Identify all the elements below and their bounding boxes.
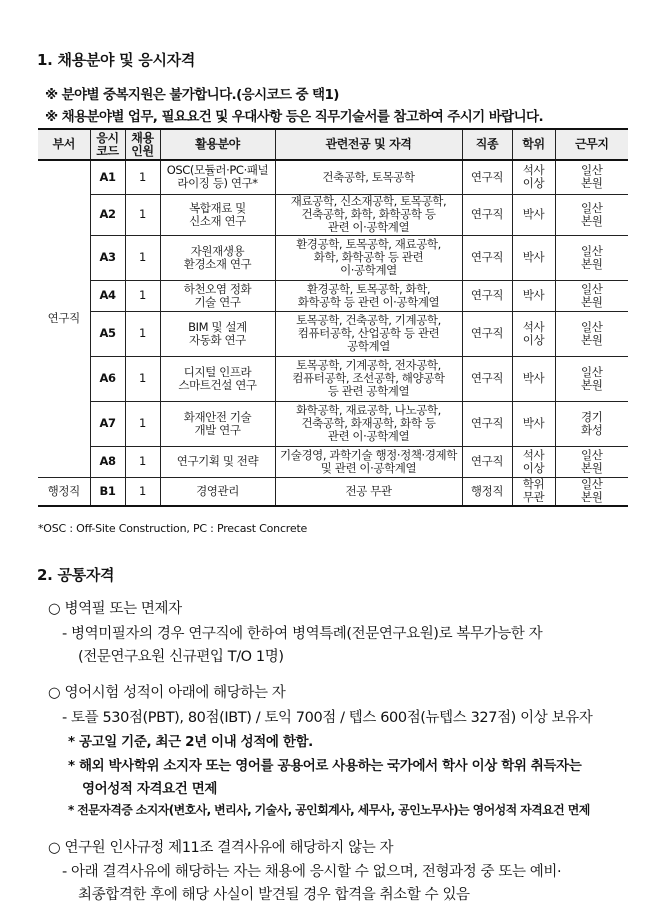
table-row <box>38 477 628 506</box>
degree-cell-line: 석사 <box>522 319 545 334</box>
major-cell-line: 관련 이·공학계열 <box>327 429 410 443</box>
location-cell <box>555 401 628 446</box>
degree-cell <box>512 160 555 194</box>
location-cell <box>555 194 628 235</box>
table-row <box>38 356 628 401</box>
major-cell <box>275 311 462 356</box>
location-cell-line: 본원 <box>581 176 603 191</box>
code-cell: A7 <box>90 401 125 446</box>
code-cell: A4 <box>90 280 125 311</box>
degree-cell: 박사 <box>512 356 555 401</box>
table-row <box>38 446 628 477</box>
major-cell-line: 관련 이·공학계열 <box>327 220 410 234</box>
location-cell-line: 본원 <box>581 490 603 505</box>
degree-cell <box>512 311 555 356</box>
location-cell-line: 일산 <box>581 243 603 258</box>
table-row <box>38 194 628 235</box>
major-cell <box>275 356 462 401</box>
major-cell-line: 환경공학, 토목공학, 재료공학, <box>296 237 441 251</box>
major-cell <box>275 401 462 446</box>
type-cell: 연구직 <box>462 401 512 446</box>
recruitment-table <box>38 128 628 507</box>
field-cell: 경영관리 <box>160 477 275 506</box>
location-cell-line: 일산 <box>581 447 603 462</box>
qualification-note: * 해외 박사학위 소지자 또는 영어를 공용어로 사용하는 국가에서 학사 이상 학위 취득자는 <box>68 758 582 774</box>
field-cell-line: 디지털 인프라 <box>183 364 252 379</box>
degree-cell-line: 무관 <box>522 490 545 505</box>
count-cell: 1 <box>125 160 160 194</box>
major-cell-line: 재료공학, 신소재공학, 토목공학, <box>290 194 447 208</box>
location-cell-line: 일산 <box>581 281 603 296</box>
table-header-row <box>38 129 628 160</box>
count-cell: 1 <box>125 477 160 506</box>
field-cell <box>160 311 275 356</box>
dept-cell: 행정직 <box>38 477 90 506</box>
location-cell-line: 화성 <box>581 422 603 437</box>
location-cell-line: 본원 <box>581 294 603 309</box>
major-cell-line: 화학, 화학공학 등 관련 <box>313 250 424 264</box>
degree-cell-line: 이상 <box>522 460 545 475</box>
location-cell-line: 일산 <box>581 319 603 334</box>
header-location: 근무지 <box>555 129 628 160</box>
table-row <box>38 160 628 194</box>
field-cell <box>160 235 275 280</box>
qualification-item: ○ 연구원 인사규정 제11조 결격사유에 해당하지 않는 자 <box>48 840 394 856</box>
type-cell: 연구직 <box>462 311 512 356</box>
note-2: ※ 채용분야별 업무, 필요요건 및 우대사항 등은 직무기술서를 참고하여 주시기 바랍니다. <box>45 109 544 125</box>
major-cell <box>275 280 462 311</box>
field-cell-line: 개발 연구 <box>194 422 241 437</box>
field-cell-line: 하천오염 정화 <box>183 281 252 296</box>
field-cell-line: BIM 및 설계 <box>188 319 247 334</box>
degree-cell-line: 이상 <box>522 176 545 191</box>
major-cell-line: 토목공학, 기계공학, 전자공학, <box>296 358 441 372</box>
qualification-detail: - 병역미필자의 경우 연구직에 한하여 병역특례(전문연구요원)로 복무가능한 자 <box>62 626 543 642</box>
major-cell-line: 기술경영, 과학기술 행정·정책·경제학 <box>280 447 457 462</box>
code-cell: A6 <box>90 356 125 401</box>
location-cell <box>555 280 628 311</box>
code-cell: A8 <box>90 446 125 477</box>
qualification-item: ○ 영어시험 성적이 아래에 해당하는 자 <box>48 685 286 701</box>
degree-cell-line: 석사 <box>522 447 545 462</box>
major-cell <box>275 194 462 235</box>
location-cell-line: 일산 <box>581 364 603 379</box>
table-row <box>38 311 628 356</box>
field-cell-line: 환경소재 연구 <box>183 256 252 271</box>
field-cell-line: 복합재료 및 <box>189 200 246 215</box>
major-cell <box>275 446 462 477</box>
field-cell <box>160 194 275 235</box>
degree-cell: 박사 <box>512 194 555 235</box>
field-cell-line: 자동화 연구 <box>189 332 246 347</box>
location-cell-line: 본원 <box>581 256 603 271</box>
degree-cell-line: 석사 <box>522 163 545 178</box>
type-cell: 연구직 <box>462 194 512 235</box>
degree-cell-line: 이상 <box>522 332 545 347</box>
header-degree: 학위 <box>512 129 555 160</box>
table-row <box>38 401 628 446</box>
location-cell <box>555 235 628 280</box>
type-cell: 연구직 <box>462 235 512 280</box>
field-cell-line: 신소재 연구 <box>189 213 246 228</box>
header-field: 활용분야 <box>160 129 275 160</box>
table-row <box>38 280 628 311</box>
section-2-title: 2. 공통자격 <box>37 566 115 584</box>
header-code: 응시 코드 <box>90 129 125 160</box>
header-dept: 부서 <box>38 129 90 160</box>
location-cell-line: 본원 <box>581 377 603 392</box>
type-cell: 행정직 <box>462 477 512 506</box>
field-cell <box>160 280 275 311</box>
code-cell: A1 <box>90 160 125 194</box>
table-footnote: *OSC : Off-Site Construction, PC : Precast Concrete <box>38 522 308 535</box>
location-cell <box>555 446 628 477</box>
major-cell-line: 화학공학 등 관련 이·공학계열 <box>297 294 440 309</box>
major-cell-line: 건축공학, 화학, 화학공학 등 <box>301 207 436 221</box>
count-cell: 1 <box>125 446 160 477</box>
major-cell-line: 토목공학, 건축공학, 기계공학, <box>296 313 441 327</box>
degree-cell-line: 학위 <box>522 477 545 492</box>
degree-cell: 박사 <box>512 401 555 446</box>
location-cell-line: 본원 <box>581 213 603 228</box>
note-1: ※ 분야별 중복지원은 불가합니다.(응시코드 중 택1) <box>45 87 339 103</box>
location-cell-line: 경기 <box>581 409 603 424</box>
dept-cell: 연구직 <box>38 160 90 477</box>
field-cell-line: 자원재생용 <box>190 243 245 258</box>
count-cell: 1 <box>125 401 160 446</box>
location-cell-line: 일산 <box>581 163 603 178</box>
major-cell-line: 공학계열 <box>347 339 390 353</box>
count-cell: 1 <box>125 235 160 280</box>
code-cell: A5 <box>90 311 125 356</box>
location-cell-line: 일산 <box>581 200 603 215</box>
qualification-detail: 최종합격한 후에 해당 사실이 발견될 경우 합격을 취소할 수 있음 <box>78 887 470 903</box>
major-cell-line: 환경공학, 토목공학, 화학, <box>306 281 431 296</box>
qualification-note: 영어성적 자격요건 면제 <box>82 781 218 797</box>
qualification-note: * 공고일 기준, 최근 2년 이내 성적에 한함. <box>68 734 313 750</box>
qualification-detail: (전문연구요원 신규편입 T/O 1명) <box>78 649 284 665</box>
degree-cell <box>512 446 555 477</box>
major-cell-line: 이·공학계열 <box>340 263 397 277</box>
table-row <box>38 235 628 280</box>
type-cell: 연구직 <box>462 280 512 311</box>
header-count: 채용 인원 <box>125 129 160 160</box>
count-cell: 1 <box>125 194 160 235</box>
major-cell: 전공 무관 <box>275 477 462 506</box>
code-cell: B1 <box>90 477 125 506</box>
qualification-detail: - 토플 530점(PBT), 80점(IBT) / 토익 700점 / 텝스 600점(뉴텝스 327점) 이상 보유자 <box>62 710 593 726</box>
type-cell: 연구직 <box>462 356 512 401</box>
location-cell <box>555 311 628 356</box>
field-cell: OSC(모듈러·PC·패널라이징 등) 연구* <box>160 160 275 194</box>
location-cell <box>555 160 628 194</box>
type-cell: 연구직 <box>462 446 512 477</box>
qualification-detail: - 아래 결격사유에 해당하는 자는 채용에 응시할 수 없으며, 전형과정 중 또는 예비· <box>62 864 562 880</box>
field-cell-line: 기술 연구 <box>194 294 241 309</box>
qualification-item: ○ 병역필 또는 면제자 <box>48 601 182 617</box>
section-1-title: 1. 채용분야 및 응시자격 <box>37 51 196 69</box>
major-cell-line: 화학공학, 재료공학, 나노공학, <box>296 403 441 417</box>
major-cell-line: 등 관련 공학계열 <box>327 384 410 398</box>
code-cell: A3 <box>90 235 125 280</box>
location-cell <box>555 356 628 401</box>
degree-cell: 박사 <box>512 280 555 311</box>
location-cell-line: 본원 <box>581 332 603 347</box>
field-cell-line: 화재안전 기술 <box>183 409 252 424</box>
header-major: 관련전공 및 자격 <box>275 129 462 160</box>
type-cell: 연구직 <box>462 160 512 194</box>
major-cell-line: 건축공학, 화재공학, 화학 등 <box>301 416 436 430</box>
header-type: 직종 <box>462 129 512 160</box>
code-cell: A2 <box>90 194 125 235</box>
field-cell <box>160 401 275 446</box>
degree-cell <box>512 477 555 506</box>
qualification-note: * 전문자격증 소지자(변호사, 변리사, 기술사, 공인회계사, 세무사, 공인노무사)는 영어성적 자격요건 면제 <box>68 803 590 817</box>
major-cell <box>275 235 462 280</box>
count-cell: 1 <box>125 311 160 356</box>
location-cell-line: 일산 <box>581 477 603 492</box>
count-cell: 1 <box>125 280 160 311</box>
field-cell: 연구기획 및 전략 <box>160 446 275 477</box>
field-cell-line: 스마트건설 연구 <box>178 377 257 392</box>
major-cell-line: 컴퓨터공학, 산업공학 등 관련 <box>297 326 440 340</box>
count-cell: 1 <box>125 356 160 401</box>
major-cell-line: 컴퓨터공학, 조선공학, 해양공학 <box>292 371 445 385</box>
location-cell <box>555 477 628 506</box>
location-cell-line: 본원 <box>581 460 603 475</box>
degree-cell: 박사 <box>512 235 555 280</box>
major-cell: 건축공학, 토목공학 <box>275 160 462 194</box>
major-cell-line: 및 관련 이·공학계열 <box>320 460 417 475</box>
field-cell <box>160 356 275 401</box>
